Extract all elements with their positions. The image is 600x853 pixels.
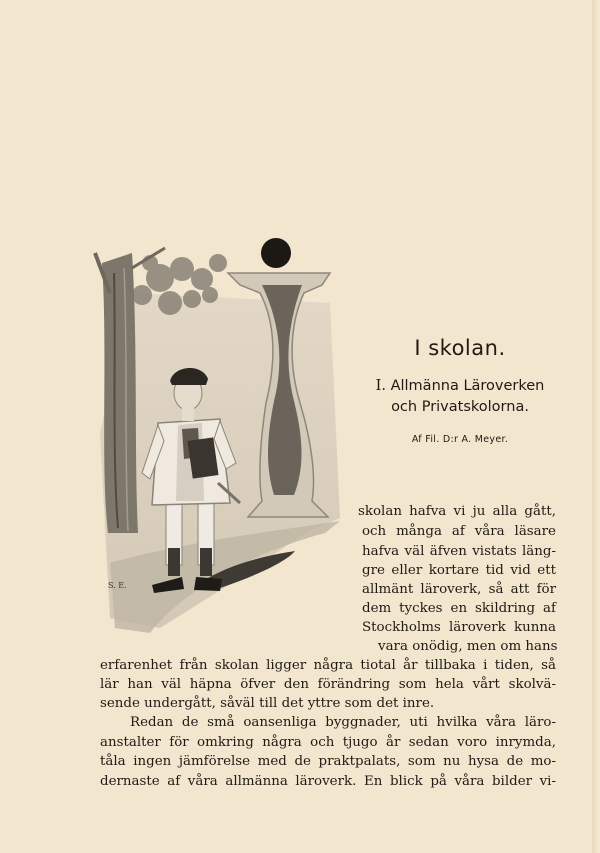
body-line: allmänt läroverk, så att för (362, 582, 556, 597)
subtitle-line-1: Allmänna Läroverken (390, 378, 545, 394)
body-line: och många af våra läsare (362, 524, 556, 539)
page-edge (592, 0, 600, 853)
body-line: tåla ingen jämförelse med de praktpalats, som nu hysa de mo- (100, 754, 556, 769)
body-line: dem tyckes en skildring af (362, 601, 556, 616)
body-line: sende undergått, såväl till det yttre som det inre. (100, 696, 435, 711)
body-line: skolan hafva vi ju alla gått, (358, 504, 556, 519)
article-subtitle (355, 376, 565, 418)
article-byline: Af Fil. D:r A. Meyer. (411, 434, 509, 445)
body-line: erfarenhet från skolan ligger några tiotal år tillbaka i tiden, så (100, 658, 556, 673)
body-line: Stockholms läroverk kunna (362, 620, 556, 635)
body-line: Redan de små oansenliga byggnader, uti hvilka våra läro- (130, 715, 556, 730)
body-line: hafva väl äfven vistats läng- (362, 544, 556, 559)
body-line: gre eller kortare tid vid ett (362, 563, 556, 578)
initial-letter-illustration (90, 233, 360, 643)
body-line: anstalter för omkring några och tjugo år sedan voro inrymda, (100, 735, 556, 750)
article-title: I skolan. (414, 336, 506, 360)
subtitle-number: I. (375, 378, 386, 394)
illustration-initials: S. E. (108, 581, 127, 590)
subtitle-line-2: och Privatskolorna. (391, 399, 529, 415)
body-line: dernaste af våra allmänna läroverk. En blick på våra bilder vi- (100, 774, 556, 789)
body-line: lär han väl häpna öfver den förändring som hela vårt skolvä- (100, 677, 556, 692)
body-line: vara onödig, men om hans (378, 639, 558, 654)
